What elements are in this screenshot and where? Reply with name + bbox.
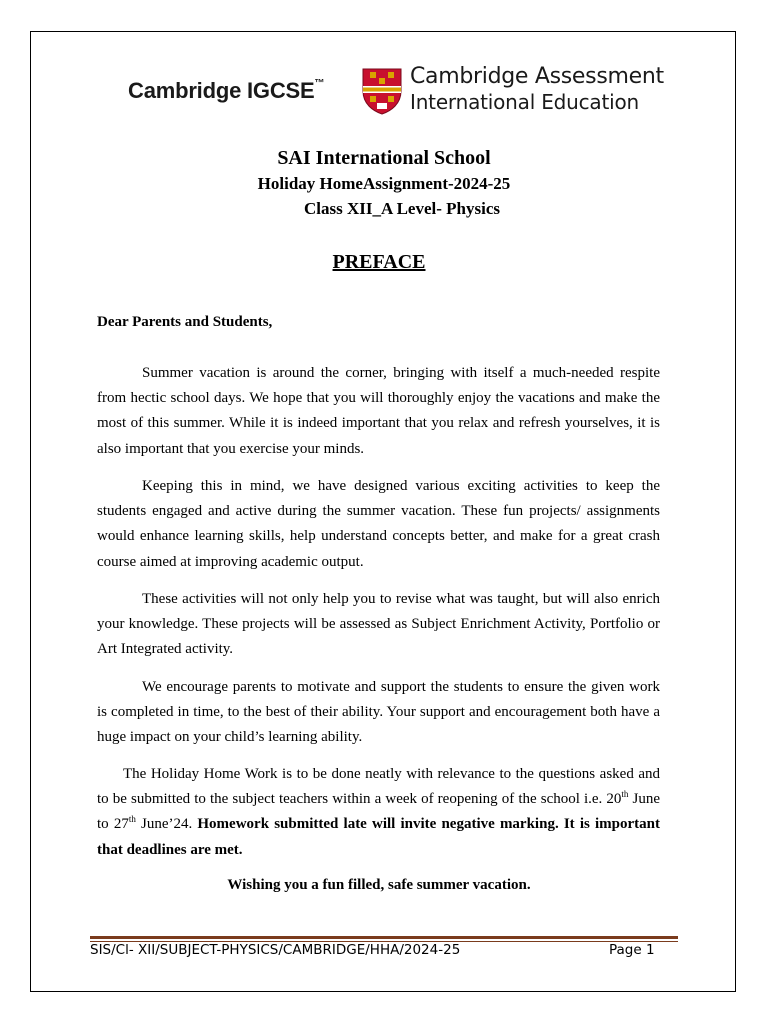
submission-text-b: June to 27 [97,791,661,833]
submission-text-a: The Holiday Home Work is to be done neatly with relevance to the questions asked and to be submitted to the subject teachers within a week of reopening of the school i.e. 20 [97,766,660,808]
cae-logo-line1: Cambridge Assessment [410,64,664,89]
footer-page-number: Page 1 [609,942,655,958]
salutation: Dear Parents and Students, [97,314,273,330]
assignment-title: Holiday HomeAssignment-2024-25 [257,174,511,193]
superscript-th-2: th [128,814,136,825]
school-name: SAI International School [277,147,491,169]
cambridge-igcse-logo [128,78,324,104]
logo-bar [0,64,768,120]
paragraph-parents: We encourage parents to motivate and support the students to ensure the given work is completed in time, to the best of their ability. Your support and encouragement both have a huge impact on your child’s learning ability. [97,679,660,746]
footer-reference: SIS/Cl- XII/SUBJECT-PHYSICS/CAMBRIDGE/HHA/2024-25 [90,942,461,958]
paragraph-activities: Keeping this in mind, we have designed various exciting activities to keep the students engaged and active during the summer vacation. These fun projects/ assignments would enhance learning skills, help understand concepts better, and make for a great crash course aimed at improving academic output. [97,478,660,570]
trademark-symbol: ™ [314,77,325,89]
paragraph-summer-vacation: Summer vacation is around the corner, bringing with itself a much-needed respite from hectic school days. We hope that you will thoroughly enjoy the vacations and make the most of this summer. While it is indeed important that you relax and refresh yourselves, it is also important that you exercise your minds. [97,365,660,457]
preface-heading: PREFACE [332,251,426,273]
class-subject: Class XII_A Level- Physics [304,199,500,218]
igcse-logo-text: Cambridge IGCSE [128,78,315,103]
paragraph-assessment: These activities will not only help you to revise what was taught, but will also enrich your knowledge. These projects will be assessed as Subject Enrichment Activity, Portfolio or Art Integrated activity. [97,591,660,658]
submission-text-c: June’24. [135,816,198,833]
cambridge-shield-icon [361,67,403,115]
late-submission-warning: Homework submitted late will invite negative marking. It is important that deadlines are met. [97,816,660,858]
cambridge-assessment-logo [410,64,664,114]
paragraph-submission [97,762,660,863]
footer-rule-thick [90,936,678,939]
superscript-th-1: th [621,789,629,800]
cae-logo-line2: International Education [410,90,639,114]
closing-wish: Wishing you a fun filled, safe summer vacation. [227,877,531,893]
